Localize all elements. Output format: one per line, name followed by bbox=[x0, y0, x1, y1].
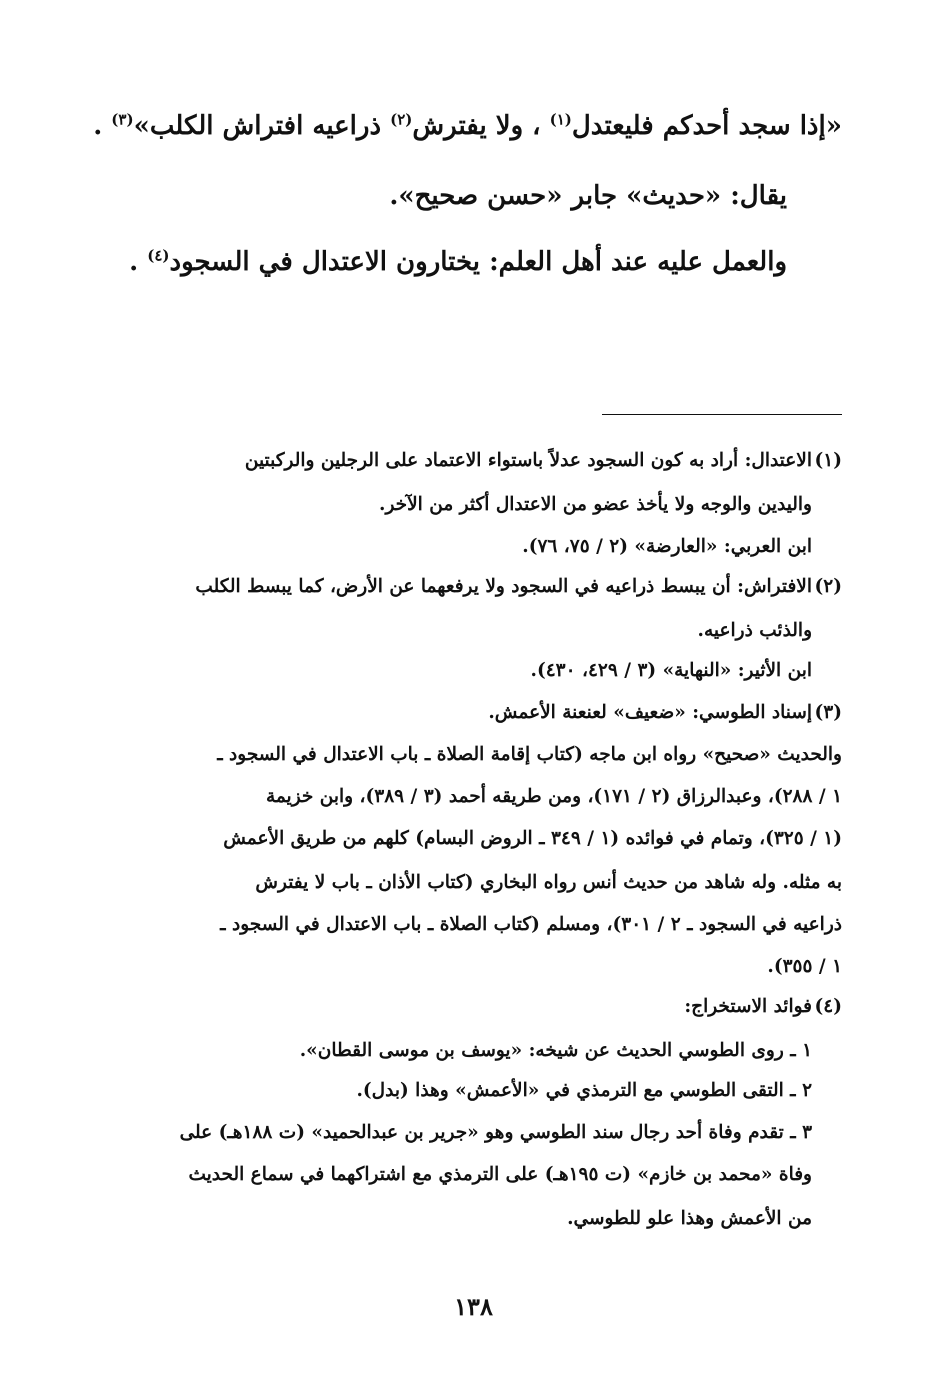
footnote-3-line-6: ذراعيه في السجود ـ ٢ / ٣٠١)، ومسلم (كتاب الصلاة ـ باب الاعتدال في السجود ـ bbox=[220, 914, 842, 935]
footnote-ref-3: (٣) bbox=[111, 110, 134, 129]
footnote-4-heading: فوائد الاستخراج: bbox=[684, 996, 812, 1017]
footnote-3-number: (٣) bbox=[814, 702, 842, 723]
practice-text: والعمل عليه عند أهل العلم: يختارون الاعتدال في السجود bbox=[169, 247, 787, 277]
hadith-text-part-3: ذراعيه افتراش الكلب» bbox=[133, 111, 391, 141]
footnote-3-line-4: (١ / ٣٢٥)، وتمام في فوائده (١ / ٣٤٩ ـ الروض البسام) كلهم من طريق الأعمش bbox=[223, 828, 842, 849]
footnote-4-item-1: ١ ـ روى الطوسي الحديث عن شيخه: «يوسف بن موسى القطان». bbox=[299, 1040, 812, 1061]
footnote-3-line-5: به مثله. وله شاهد من حديث أنس رواه البخاري (كتاب الأذان ـ باب لا يفترش bbox=[255, 872, 842, 893]
footnote-4-item-3-line-3: من الأعمش وهذا علو للطوسي. bbox=[567, 1208, 812, 1229]
footnote-ref-1: (١) bbox=[549, 110, 572, 129]
footnote-3-line-3: ١ / ٢٨٨)، وعبدالرزاق (٢ / ١٧١)، ومن طريقه أحمد (٣ / ٣٨٩)، وابن خزيمة bbox=[265, 786, 842, 807]
main-text-line-1 bbox=[93, 106, 842, 146]
footnote-ref-4: (٤) bbox=[147, 246, 170, 265]
footnote-1-source: ابن العربي: «العارضة» (٢ / ٧٥، ٧٦). bbox=[522, 536, 812, 557]
footnote-4-item-3-line-1: ٣ ـ تقدم وفاة أحد رجال سند الطوسي وهو «جرير بن عبدالحميد» (ت ١٨٨هـ) على bbox=[179, 1122, 812, 1143]
footnote-1-text: الاعتدال: أراد به كون السجود عدلاً باستواء الاعتماد على الرجلين والركبتين bbox=[244, 450, 812, 471]
footnote-3-line-2: والحديث «صحيح» رواه ابن ماجه (كتاب إقامة الصلاة ـ باب الاعتدال في السجود ـ bbox=[217, 744, 842, 765]
footnote-2-text: الافتراش: أن يبسط ذراعيه في السجود ولا يرفعهما عن الأرض، كما يبسط الكلب bbox=[195, 576, 812, 597]
footnote-1-line-2: واليدين والوجه ولا يأخذ عضو من الاعتدال أكثر من الآخر. bbox=[379, 494, 812, 515]
footnote-2-line-1 bbox=[122, 572, 842, 602]
footnote-separator bbox=[602, 414, 842, 415]
footnote-3-text: إسناد الطوسي: «ضعيف» لعنعنة الأعمش. bbox=[488, 702, 812, 723]
footnote-1-number: (١) bbox=[814, 450, 842, 471]
footnote-2-source: ابن الأثير: «النهاية» (٣ / ٤٢٩، ٤٣٠). bbox=[530, 660, 812, 681]
page-number: ١٣٨ bbox=[454, 1292, 493, 1321]
main-text-line-3 bbox=[129, 242, 787, 282]
footnote-ref-2: (٢) bbox=[390, 110, 413, 129]
hadith-text-end: . bbox=[93, 111, 112, 141]
hadith-text-part-2: ، ولا يفترش bbox=[412, 111, 550, 141]
footnote-3-line-1 bbox=[488, 698, 842, 728]
practice-text-end: . bbox=[129, 247, 148, 277]
hadith-text-part-1: «إذا سجد أحدكم فليعتدل bbox=[571, 111, 842, 141]
footnote-2-number: (٢) bbox=[814, 576, 842, 597]
main-text-line-2: يقال: «حديث» جابر «حسن صحيح». bbox=[389, 181, 787, 211]
footnote-4-item-3-line-2: وفاة «محمد بن خازم» (ت ١٩٥هـ) على الترمذي مع اشتراكهما في سماع الحديث bbox=[188, 1164, 812, 1185]
footnote-2-line-2: والذئب ذراعيه. bbox=[697, 620, 812, 641]
footnote-1-line-1 bbox=[122, 446, 842, 476]
footnote-4-item-2: ٢ ـ التقى الطوسي مع الترمذي في «الأعمش» وهذا (بدل). bbox=[356, 1080, 812, 1101]
footnote-4-number: (٤) bbox=[814, 996, 842, 1017]
footnote-4-heading-line bbox=[684, 992, 842, 1022]
footnote-3-line-7: ١ / ٣٥٥). bbox=[767, 956, 842, 977]
